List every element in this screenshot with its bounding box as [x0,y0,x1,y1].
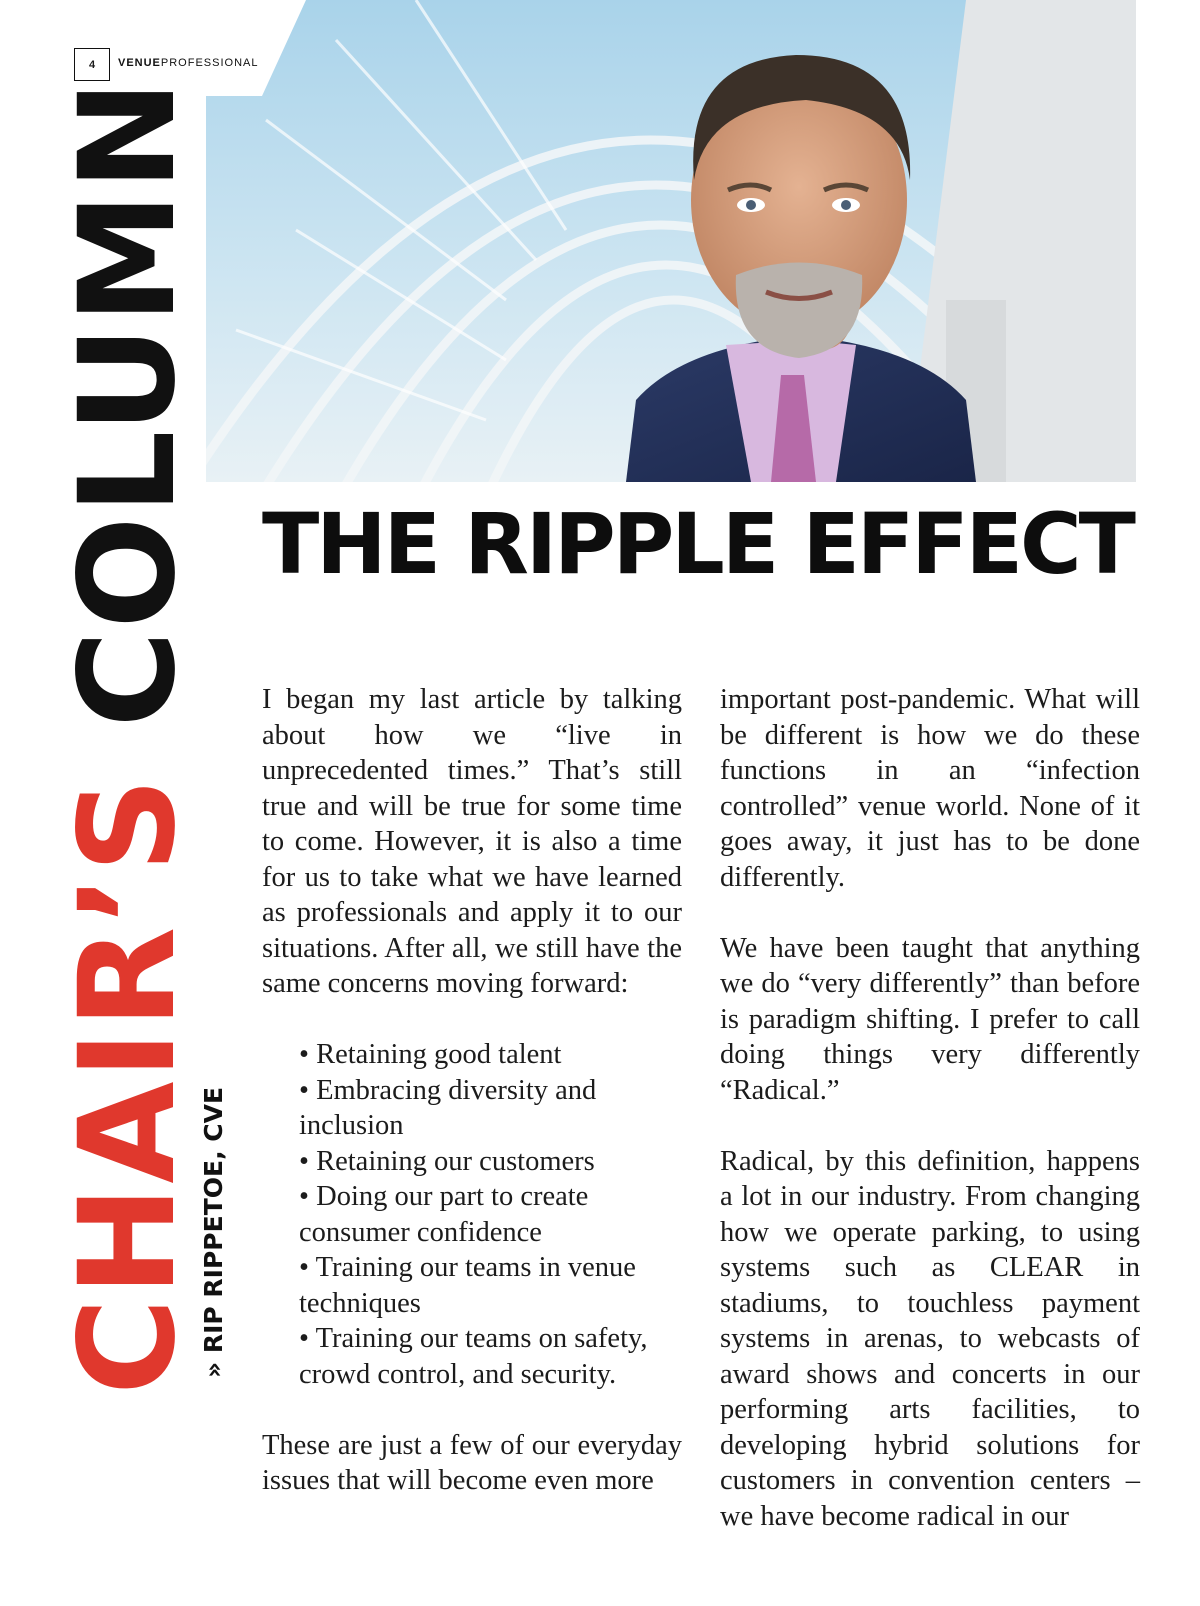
page-number: 4 [74,48,110,81]
article-paragraph-2-continued: important post-pandemic. What will be different is how we do these functions in an “infection controlled” venue world. None of it goes away, it just has to be done differently. [720,684,1140,893]
article-column-left [262,682,682,1534]
article-intro: I began my last article by talking about how we “live in unprecedented times.” That’s still true and will be true for some time to come. However, it is also a time for us to take what we have learned as professionals and apply it to our situations. After all, we still have the same concerns moving forward: [262,684,682,999]
article-headline: THE RIPPLE EFFECT [262,495,1133,593]
article-paragraph-4: Radical, by this definition, happens a lot in our industry. From changing how we operate parking, to using systems such as CLEAR in stadiums, to touchless payment systems in arenas, to webcasts of award shows and concerts in our performing arts facilities, to developing hybrid solutions for customers in convention centers – we have become radical in our [720,1145,1140,1532]
masthead-professional: PROFESSIONAL [160,57,259,69]
list-item: • Training our teams in venue techniques [299,1250,682,1321]
list-item: • Training our teams on safety, crowd control, and security. [299,1321,682,1392]
author-photo [206,0,1136,482]
list-item: • Retaining good talent [299,1037,682,1073]
list-item: • Embracing diversity and inclusion [299,1073,682,1144]
article-paragraph-2: These are just a few of our everyday issues that will become even more [262,1429,682,1496]
section-title-chairs: CHAIR’S [51,775,205,1395]
article-paragraph-3: We have been taught that anything we do “very differently” than before is paradigm shifting. I prefer to call doing things very differently “Radical.” [720,932,1140,1106]
section-title-chairs-column [51,78,205,1395]
article-column-right [720,682,1140,1570]
list-item: • Doing our part to create consumer confidence [299,1179,682,1250]
author-byline: » RIP RIPPETOE, CVE [199,1086,228,1378]
list-item: • Retaining our customers [299,1144,682,1180]
section-title-column: COLUMN [51,78,205,776]
masthead-venue: VENUE [118,57,161,69]
concerns-list [299,1037,682,1392]
